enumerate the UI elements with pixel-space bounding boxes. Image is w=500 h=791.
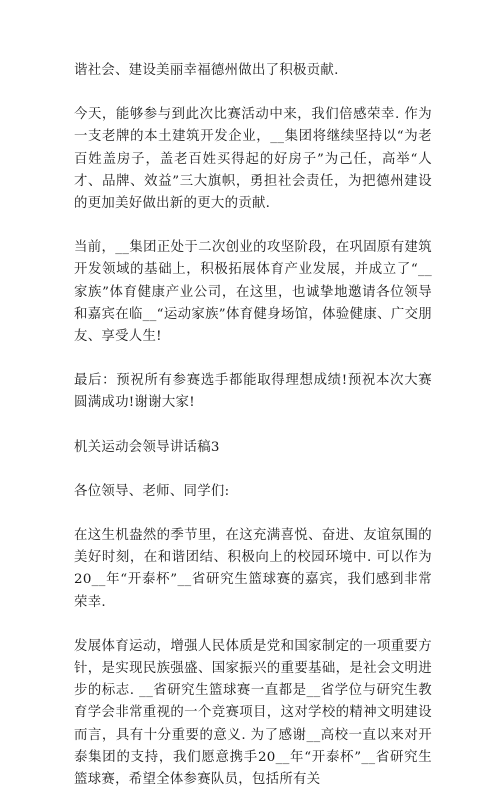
paragraph-intro-tail: 谐社会、建设美丽幸福德州做出了积极贡献. — [74, 63, 339, 78]
paragraph-season: 在这生机盎然的季节里，在这充满喜悦、奋进、友谊氛围的美好时刻，在和谐团结、积极向上的校园环境中. 可以作为20__年“开泰杯”__省研究生篮球赛的嘉宾，我们感到非常荣幸. — [74, 528, 432, 610]
paragraph-second-venture: 当前，__集团正处于二次创业的攻坚阶段，在巩固原有建筑开发领域的基础上，积极拓展体育产业发展，并成立了“__家族”体育健康产业公司，在这里，也诚挚地邀请各位领导和嘉宾在临__“运动家族”体育健身场馆，体验健康、广交朋友、享受人生! — [74, 240, 432, 345]
paragraph-closing-wishes: 最后：预祝所有参赛选手都能取得理想成绩!预祝本次大赛圆满成功!谢谢大家! — [74, 373, 432, 411]
greeting-line: 各位领导、老师、同学们: — [74, 483, 230, 499]
paragraph-sports-development: 发展体育运动，增强人民体质是党和国家制定的一项重要方针，是实现民族强盛、国家振兴的重要基础，是社会文明进步的标志. __省研究生篮球赛一直都是__省学位与研究生教育学会非常重视的一个竞赛项目，这对学校的精神文明建设而言，具有十分重要的意义. 为了感谢__高校一直以来对开泰集团的支持，我们愿意携手20__年“开泰杯”__省研究生篮球赛，希望全体参赛队员，包括所有关 — [74, 638, 432, 788]
paragraph-company-honor: 今天，能够参与到此次比赛活动中来，我们倍感荣幸. 作为一支老牌的本土建筑开发企业，__集团将继续坚持以“为老百姓盖房子，盖老百姓买得起的好房子”为己任，高举“人才、品牌、效益”三大旗帜，勇担社会责任，为把德州建设的更加美好做出新的更大的贡献. — [74, 107, 432, 212]
section-heading: 机关运动会领导讲话稿3 — [74, 439, 220, 455]
